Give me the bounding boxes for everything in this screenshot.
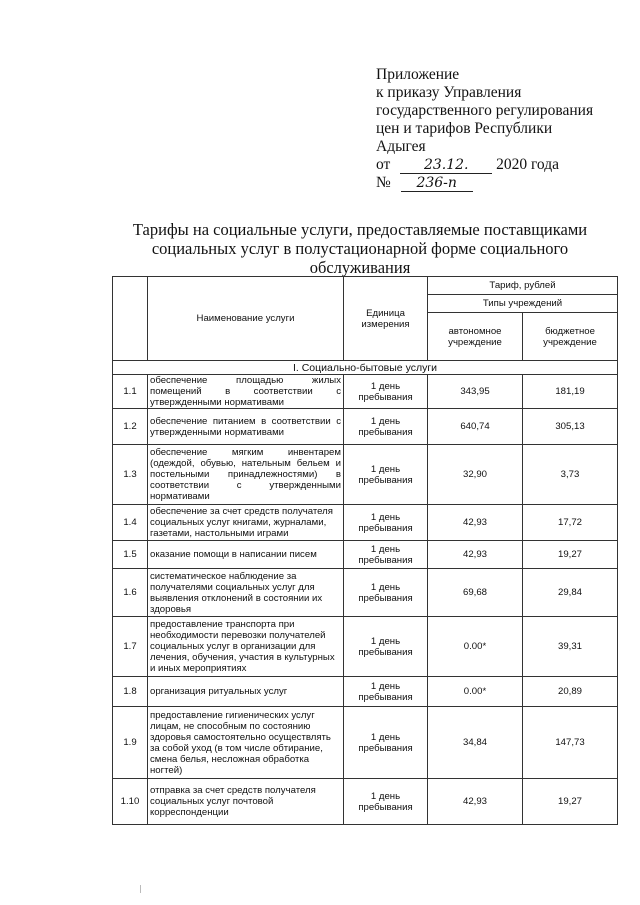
row-number: 1.10 (113, 779, 148, 825)
autonomous-tariff: 0.00* (428, 617, 523, 677)
row-number: 1.2 (113, 409, 148, 445)
service-name: систематическое наблюдение за получателями социальных услуг для выявления отклонений в состоянии их здоровья (148, 569, 344, 617)
budget-tariff: 29,84 (523, 569, 618, 617)
service-name: отправка за счет средств получателя социальных услуг почтовой корреспонденции (148, 779, 344, 825)
service-name: оказание помощи в написании писем (148, 541, 344, 569)
budget-tariff: 39,31 (523, 617, 618, 677)
budget-tariff: 20,89 (523, 677, 618, 707)
appendix-line: государственного регулирования (376, 102, 594, 119)
unit: 1 день пребывания (344, 779, 428, 825)
autonomous-tariff: 32,90 (428, 445, 523, 505)
row-number: 1.7 (113, 617, 148, 677)
document-title (100, 220, 620, 277)
appendix-line: Приложение (376, 66, 460, 83)
handwritten-date: 23.12. (400, 158, 492, 174)
table-row (113, 779, 618, 825)
table-row (113, 677, 618, 707)
service-name: организация ритуальных услуг (148, 677, 344, 707)
unit: 1 день пребывания (344, 707, 428, 779)
unit: 1 день пребывания (344, 505, 428, 541)
budget-tariff: 3,73 (523, 445, 618, 505)
unit-header: Единица измерения (344, 277, 428, 361)
autonomous-header: автономное учреждение (428, 313, 523, 361)
table-row (113, 569, 618, 617)
service-name: обеспечение питанием в соответствии с утвержденными нормативами (148, 409, 344, 445)
tariff-table (112, 276, 618, 825)
scan-mark (140, 885, 141, 893)
row-number: 1.1 (113, 375, 148, 409)
table-row (113, 505, 618, 541)
date-prefix: от (376, 156, 391, 173)
autonomous-tariff: 34,84 (428, 707, 523, 779)
unit: 1 день пребывания (344, 409, 428, 445)
autonomous-tariff: 42,93 (428, 505, 523, 541)
budget-tariff: 305,13 (523, 409, 618, 445)
institution-types-header: Типы учреждений (428, 295, 618, 313)
budget-tariff: 147,73 (523, 707, 618, 779)
tariff-header: Тариф, рублей (428, 277, 618, 295)
appendix-number (376, 174, 593, 192)
row-number: 1.4 (113, 505, 148, 541)
number-prefix: № (376, 174, 391, 191)
unit: 1 день пребывания (344, 617, 428, 677)
title-line-1: Тарифы на социальные услуги, предоставляемые поставщиками (132, 220, 588, 239)
budget-tariff: 17,72 (523, 505, 618, 541)
autonomous-tariff: 42,93 (428, 541, 523, 569)
autonomous-tariff: 640,74 (428, 409, 523, 445)
section-heading: I. Социально-бытовые услуги (113, 361, 618, 375)
row-number: 1.8 (113, 677, 148, 707)
budget-tariff: 181,19 (523, 375, 618, 409)
appendix-header (376, 66, 593, 192)
table-row (113, 375, 618, 409)
table-row (113, 707, 618, 779)
unit: 1 день пребывания (344, 375, 428, 409)
handwritten-number: 236-п (401, 176, 473, 192)
budget-header: бюджетное учреждение (523, 313, 618, 361)
table-row (113, 445, 618, 505)
service-name: обеспечение мягким инвентарем (одеждой, обувью, нательным бельем и постельными принадлежностями) в соответствии с утвержденными нормативами (148, 445, 344, 505)
service-name: обеспечение площадью жилых помещений в соответствии с утвержденными нормативами (148, 375, 344, 409)
appendix-line: Адыгея (376, 138, 426, 155)
appendix-line: цен и тарифов Республики (376, 120, 553, 137)
unit: 1 день пребывания (344, 445, 428, 505)
appendix-line: к приказу Управления (376, 84, 522, 101)
autonomous-tariff: 42,93 (428, 779, 523, 825)
budget-tariff: 19,27 (523, 541, 618, 569)
row-number: 1.6 (113, 569, 148, 617)
unit: 1 день пребывания (344, 569, 428, 617)
autonomous-tariff: 343,95 (428, 375, 523, 409)
autonomous-tariff: 0.00* (428, 677, 523, 707)
unit: 1 день пребывания (344, 541, 428, 569)
appendix-date (376, 156, 593, 174)
table-row (113, 409, 618, 445)
service-name: предоставление транспорта при необходимости перевозки получателей социальных услуг в организации для лечения, обучения, участия в культурных и иных мероприятиях (148, 617, 344, 677)
unit: 1 день пребывания (344, 677, 428, 707)
title-line-2: социальных услуг в полустационарной форме социального обслуживания (151, 239, 569, 277)
row-number: 1.3 (113, 445, 148, 505)
service-name: обеспечение за счет средств получателя социальных услуг книгами, журналами, газетами, настольными играми (148, 505, 344, 541)
row-number: 1.5 (113, 541, 148, 569)
autonomous-tariff: 69,68 (428, 569, 523, 617)
date-suffix: 2020 года (496, 156, 559, 173)
table-row (113, 617, 618, 677)
row-number: 1.9 (113, 707, 148, 779)
budget-tariff: 19,27 (523, 779, 618, 825)
number-header (113, 277, 148, 361)
table-row (113, 541, 618, 569)
service-name-header: Наименование услуги (148, 277, 344, 361)
service-name: предоставление гигиенических услуг лицам, не способным по состоянию здоровья самостоятельно осуществлять за собой уход (в том числе обтирание, смена белья, несложная обработка ногтей) (148, 707, 344, 779)
